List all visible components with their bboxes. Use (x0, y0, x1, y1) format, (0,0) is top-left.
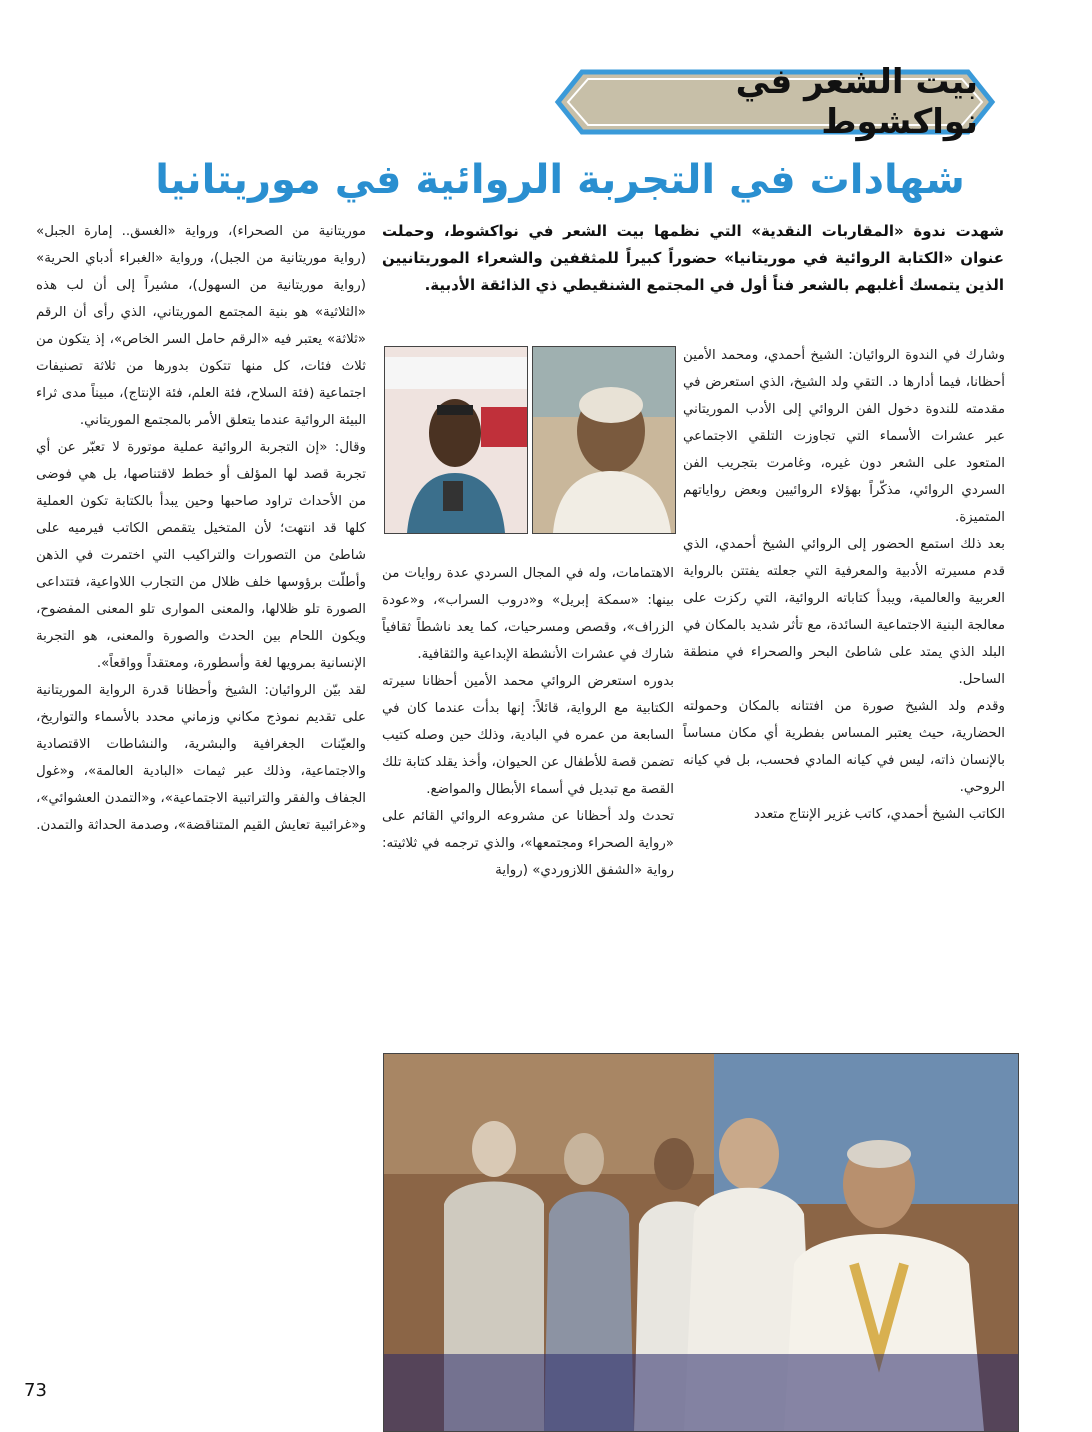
section-banner (552, 62, 998, 142)
middle-column (382, 560, 674, 884)
article-headline: شهادات في التجربة الروائية في موريتانيا (155, 157, 965, 203)
article-lead: شهدت ندوة «المقاربات النقدية» التي نظمها بيت الشعر في نواكشوط، وحملت عنوان «الكتابة الروائية في موريتانيا» حضوراً كبيراً للمثقفين والشعراء الموريتانيين الذين يتمسك أغلبهم بالشعر فناً أول في المجتمع الشنقيطي ذي الذائقة الأدبية. (382, 222, 1004, 294)
paragraph: بدوره استعرض الروائي محمد الأمين أحظانا سيرته الكتابية مع الرواية، قائلاً: إنها بدأت عندما كان في السابعة من عمره في البادية، وذلك حين وصله كتيب تضمن قصة للأطفال عن الحيوان، وأخذ يقلد كتابة تلك القصة مع تبديل في أسماء الأبطال والمواضع. (382, 674, 674, 797)
paragraph: وشارك في الندوة الروائيان: الشيخ أحمدي، ومحمد الأمين أحظانا، فيما أدارها د. التقي ولد الشيخ، الذي استعرض في مقدمته للندوة دخول الفن الروائي إلى الأدب الموريتاني عبر عشرات الأسماء التي تجاوزت التلقي الاجتماعي المتعود على الشعر دون غيره، وغامرت بتجريب الفن السردي الروائي، مذكّراً بهؤلاء الروائيين وبعض رواياتهم المتميزة. (683, 348, 1005, 525)
paragraph: الكاتب الشيخ أحمدي، كاتب غزير الإنتاج متعدد (753, 807, 1005, 822)
paragraph: وقدم ولد الشيخ صورة من افتتانه بالمكان وحمولته الحضارية، حيث يعتبر المساس بفطرية أي مكان مساساً بالإنسان ذاته، ليس في كيانه المادي فحسب، بل في كيانه الروحي. (683, 699, 1005, 795)
left-column (36, 218, 366, 839)
paragraph: بعد ذلك استمع الحضور إلى الروائي الشيخ أحمدي، الذي قدم مسيرته الأدبية والمعرفية التي جعلته يفتتن بالرواية العربية والعالمية، ويبدأ كتاباته الروائية، التي ركزت على معالجة البنية الاجتماعية السائدة، مع تأثر شديد بالمكان في البلد الذي يمتد على شاطئ البحر والصحراء في منطقة الساحل. (683, 537, 1005, 687)
photo-elderly-novelist (532, 346, 676, 534)
page-number: 73 (24, 1380, 47, 1401)
photo-novelist-speaking (384, 346, 528, 534)
paragraph: موريتانية من الصحراء)، ورواية «الغسق.. إمارة الجبل» (رواية موريتانية من الجبل)، ورواية «الغبراء أدباي الحرية» (رواية موريتانية من السهول)، مشيراً إلى أن لب هذه «الثلاثية» هو بنية المجتمع الموريتاني، الذي رأى أن الرقم «ثلاثة» يعتبر فيه «الرقم حامل السر الخاص»، إذ يتكون من ثلاث فئات، كل منها تتكون بدورها من ثلاثة تصنيفات اجتماعية (فئة السلاح، فئة العلم، فئة الإنتاج)، مبيناً مدى ثراء البيئة الروائية عندما يتعلق الأمر بالمجتمع الموريتاني. (36, 224, 366, 428)
right-column (683, 342, 1005, 828)
paragraph: لقد بيّن الروائيان: الشيخ وأحظانا قدرة الرواية الموريتانية على تقديم نموذج مكاني وزماني محدد بالأسماء والتواريخ، والعيّنات الجغرافية والبشرية، والنشاطات الاقتصادية والاجتماعية، وذلك عبر ثيمات «البادية العالمة»، و«غول الجفاف والفقر والتراتبية الاجتماعية»، و«التمدن العشوائي»، و«غرائبية تعايش القيم المتناقضة»، وصدمة الحداثة والتمدن. (36, 683, 366, 833)
paragraph: وقال: «إن التجربة الروائية عملية موتورة لا تعبّر عن أي تجربة قصد لها المؤلف أو خطط لاقتناصها، بل هي فوضى من الأحداث تراود صاحبها وحين يبدأ بالكتابة تكون العملية كلها قد انتهت؛ لأن المتخيل يتقمص الكاتب فيرميه على شاطئ من التصورات والتراكيب التي اختمرت في الذهن وأطلّت برؤوسها خلف ظلال من التجارب اللاواعية، فتتداعى الصورة تلو ظلالها، والمعنى الموارى تلو المعنى المفضوح، ويكون اللحام بين الحدث والصورة والمعنى، هو التجربة الإنسانية بمرويها لغة وأسطورة، ومعتقداً وواقعاً». (36, 440, 366, 671)
banner-title: بيت الشعر في نواكشوط (735, 62, 978, 142)
photo-audience (383, 1053, 1019, 1432)
paragraph: تحدث ولد أحظانا عن مشروعه الروائي القائم على «رواية الصحراء ومجتمعها»، والذي ترجمه في ثلاثيته: رواية «الشفق اللازوردي» (رواية (382, 809, 674, 878)
paragraph: الاهتمامات، وله في المجال السردي عدة روايات من بينها: «سمكة إبريل» و«دروب السراب»، و«عودة الزراف»، وقصص ومسرحيات، كما يعد ناشطاً ثقافياً شارك في عشرات الأنشطة الإبداعية والثقافية. (382, 566, 674, 662)
